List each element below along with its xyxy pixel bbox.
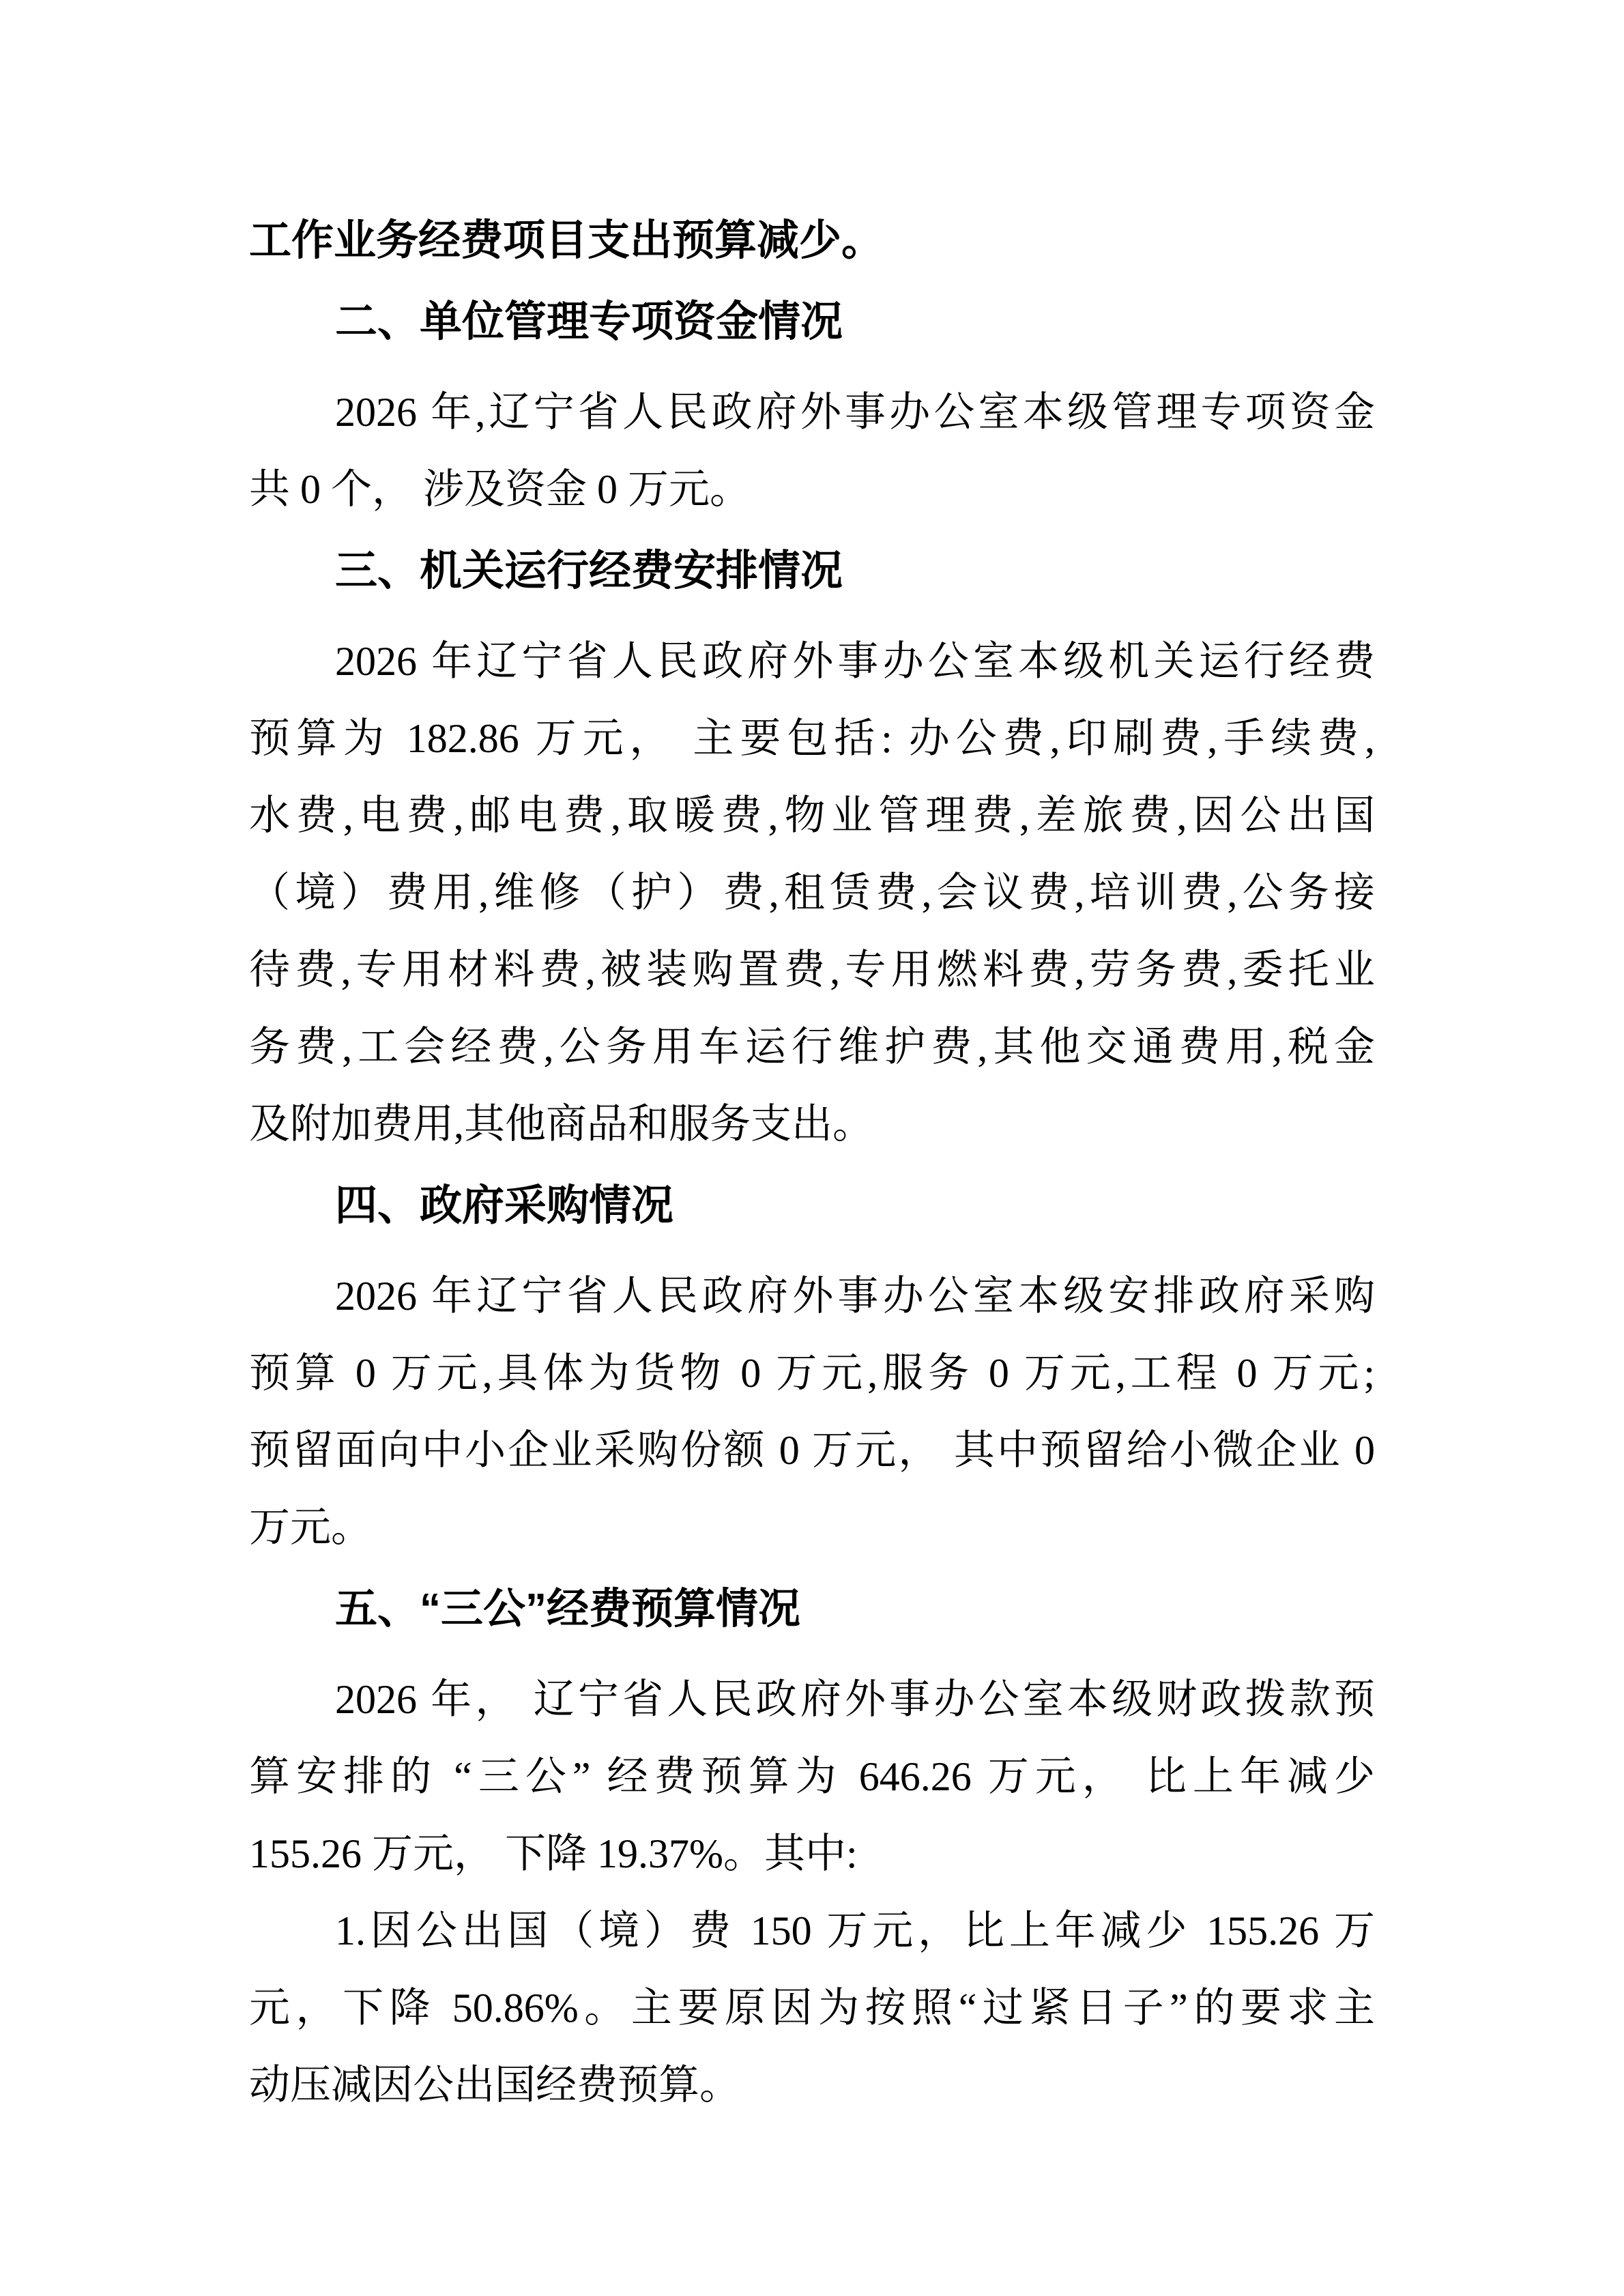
text-line: 2026 年,辽宁省人民政府外事办公室本级管理专项资金 (335, 390, 1375, 435)
text-line: 待费,专用材料费,被装购置费,专用燃料费,劳务费,委托业 (249, 947, 1375, 992)
text-line: 算安排的 “三公” 经费预算为 646.26 万元， 比上年减少 (249, 1754, 1375, 1799)
text-line: 2026 年辽宁省人民政府外事办公室本级安排政府采购 (335, 1274, 1375, 1319)
section-heading: 三、机关运行经费安排情况 (335, 547, 843, 594)
text-line: 1.因公出国（境）费 150 万元，比上年减少 155.26 万 (335, 1908, 1375, 1953)
document-text-block (249, 202, 1375, 2124)
text-line: 2026 年辽宁省人民政府外事办公室本级机关运行经费 (335, 639, 1375, 684)
text-line: 预留面向中小企业采购份额 0 万元， 其中预留给小微企业 0 (249, 1428, 1375, 1473)
text-line: 预算 0 万元,具体为货物 0 万元,服务 0 万元,工程 0 万元; (249, 1351, 1375, 1396)
section-heading: 二、单位管理专项资金情况 (335, 298, 843, 345)
text-line: 预算为 182.86 万元， 主要包括: 办公费,印刷费,手续费, (249, 716, 1375, 761)
text-line: 务费,工会经费,公务用车运行维护费,其他交通费用,税金 (249, 1024, 1375, 1070)
text-line: 工作业务经费项目支出预算减少。 (249, 217, 884, 264)
section-heading: 四、政府采购情况 (335, 1182, 674, 1229)
text-line: 155.26 万元， 下降 19.37%。其中: (249, 1831, 858, 1876)
text-line: 2026 年， 辽宁省人民政府外事办公室本级财政拨款预 (335, 1677, 1375, 1722)
text-line: 万元。 (249, 1505, 372, 1550)
text-line: 动压减因公出国经费预算。 (249, 2063, 740, 2108)
text-line: 元，下降 50.86%。主要原因为按照“过紧日子”的要求主 (249, 1985, 1375, 2030)
section-heading: 五、“三公”经费预算情况 (335, 1585, 801, 1633)
text-line: 共 0 个， 涉及资金 0 万元。 (249, 467, 751, 512)
text-line: （境）费用,维修（护）费,租赁费,会议费,培训费,公务接 (249, 870, 1375, 915)
text-line: 水费,电费,邮电费,取暖费,物业管理费,差旅费,因公出国 (249, 793, 1375, 838)
text-line: 及附加费用,其他商品和服务支出。 (249, 1102, 873, 1147)
